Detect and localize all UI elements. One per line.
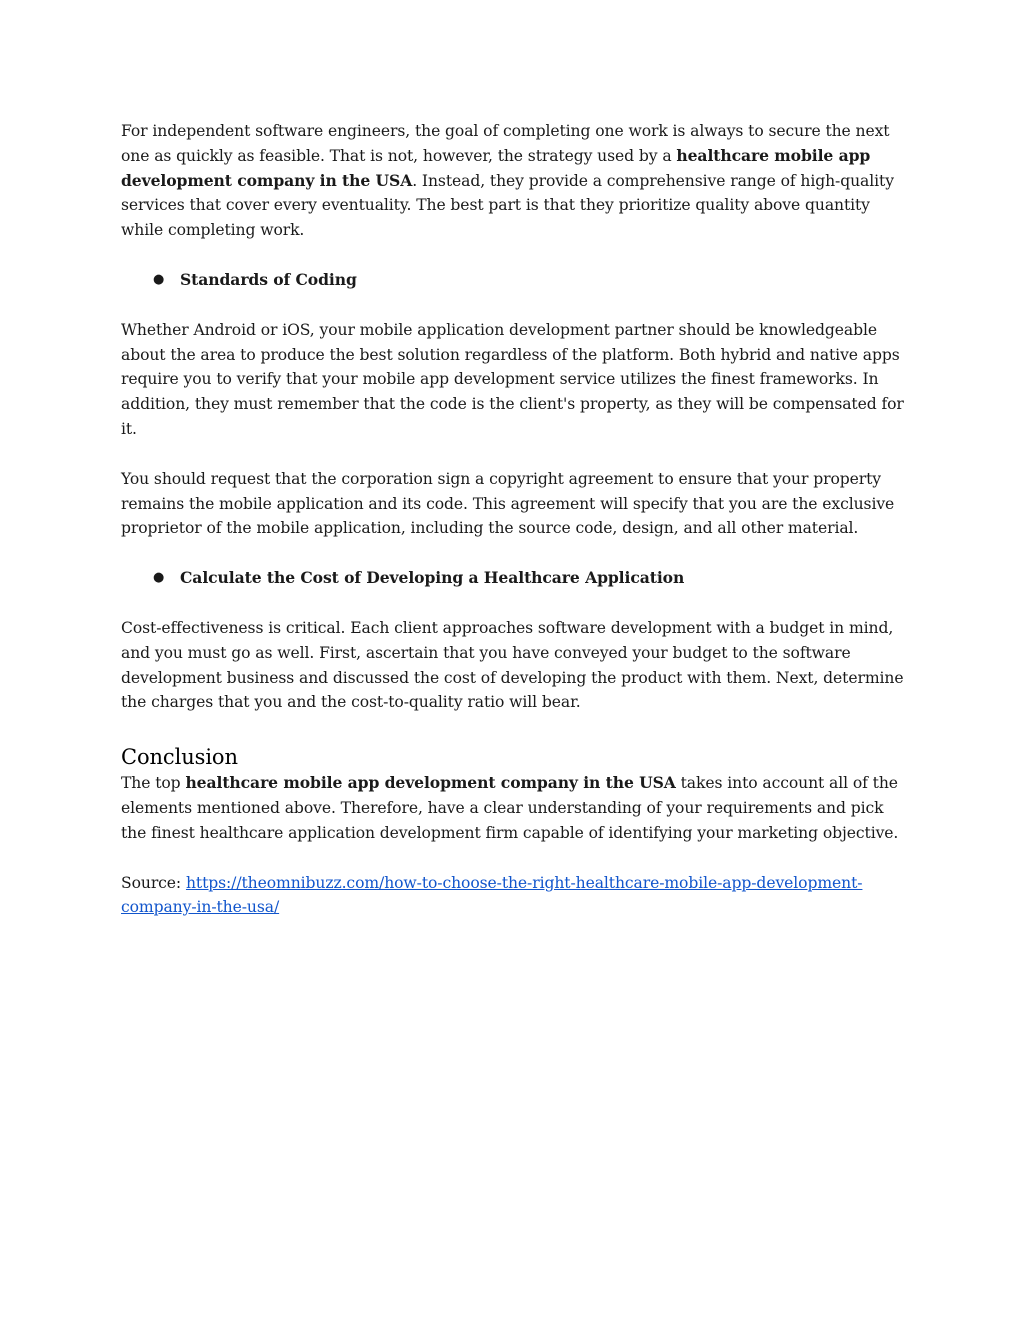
bullet-dot-icon: ● (153, 271, 165, 287)
bullet-heading: Calculate the Cost of Developing a Healthcare Application (180, 568, 685, 588)
coding-paragraph-2: You should request that the corporation sign a copyright agreement to ensure that your property remains the mobile application and its code. This agreement will specify that you are the exclusive proprietor of the mobile application, including the source code, design, and all other material. (121, 469, 895, 538)
coding-paragraph-1: Whether Android or iOS, your mobile application development partner should be knowledgeable about the area to produce the best solution regardless of the platform. Both hybrid and native apps require you to verify that your mobile app development service utilizes the finest frameworks. In addition, they must remember that the code is the client's property, as they will be compensated for it. (121, 320, 904, 438)
intro-text-2: . Instead, they provide a comprehensive range of high-quality services that cover every eventuality. The best part is that they prioritize quality above quantity while completing work. (121, 171, 894, 240)
intro-text-1: For independent software engineers, the goal of completing one work is always to secure the next one as quickly as feasible. That is not, however, the strategy used by a (121, 122, 890, 165)
bullet-calculate-cost (121, 566, 906, 591)
conclusion-heading: Conclusion (121, 745, 238, 770)
document-page (121, 119, 906, 945)
conclusion-paragraph (121, 771, 906, 845)
source-label: Source: (121, 873, 186, 892)
conclusion-text-2: takes into account all of the elements mentioned above. Therefore, have a clear understanding of your requirements and pick the finest healthcare application development firm capable of identifying your marketing objective. (121, 774, 899, 842)
bullet-standards-of-coding (121, 268, 906, 293)
cost-paragraph: Cost-effectiveness is critical. Each client approaches software development with a budget in mind, and you must go as well. First, ascertain that you have conveyed your budget to the software development business and discussed the cost of developing the product with them. Next, determine the charges that you and the cost-to-quality ratio will bear. (121, 618, 904, 712)
intro-bold-keyword: healthcare mobile app development company in the USA (121, 145, 871, 190)
conclusion-text-1: The top (121, 774, 186, 793)
conclusion-bold-keyword: healthcare mobile app development company in the USA (185, 773, 676, 793)
intro-paragraph (121, 119, 906, 243)
source-paragraph (121, 871, 906, 921)
bullet-dot-icon: ● (153, 570, 165, 586)
bullet-heading: Standards of Coding (180, 269, 357, 289)
source-link[interactable]: https://theomnibuzz.com/how-to-choose-the-right-healthcare-mobile-app-development-company-in-the-usa/ (121, 873, 863, 917)
